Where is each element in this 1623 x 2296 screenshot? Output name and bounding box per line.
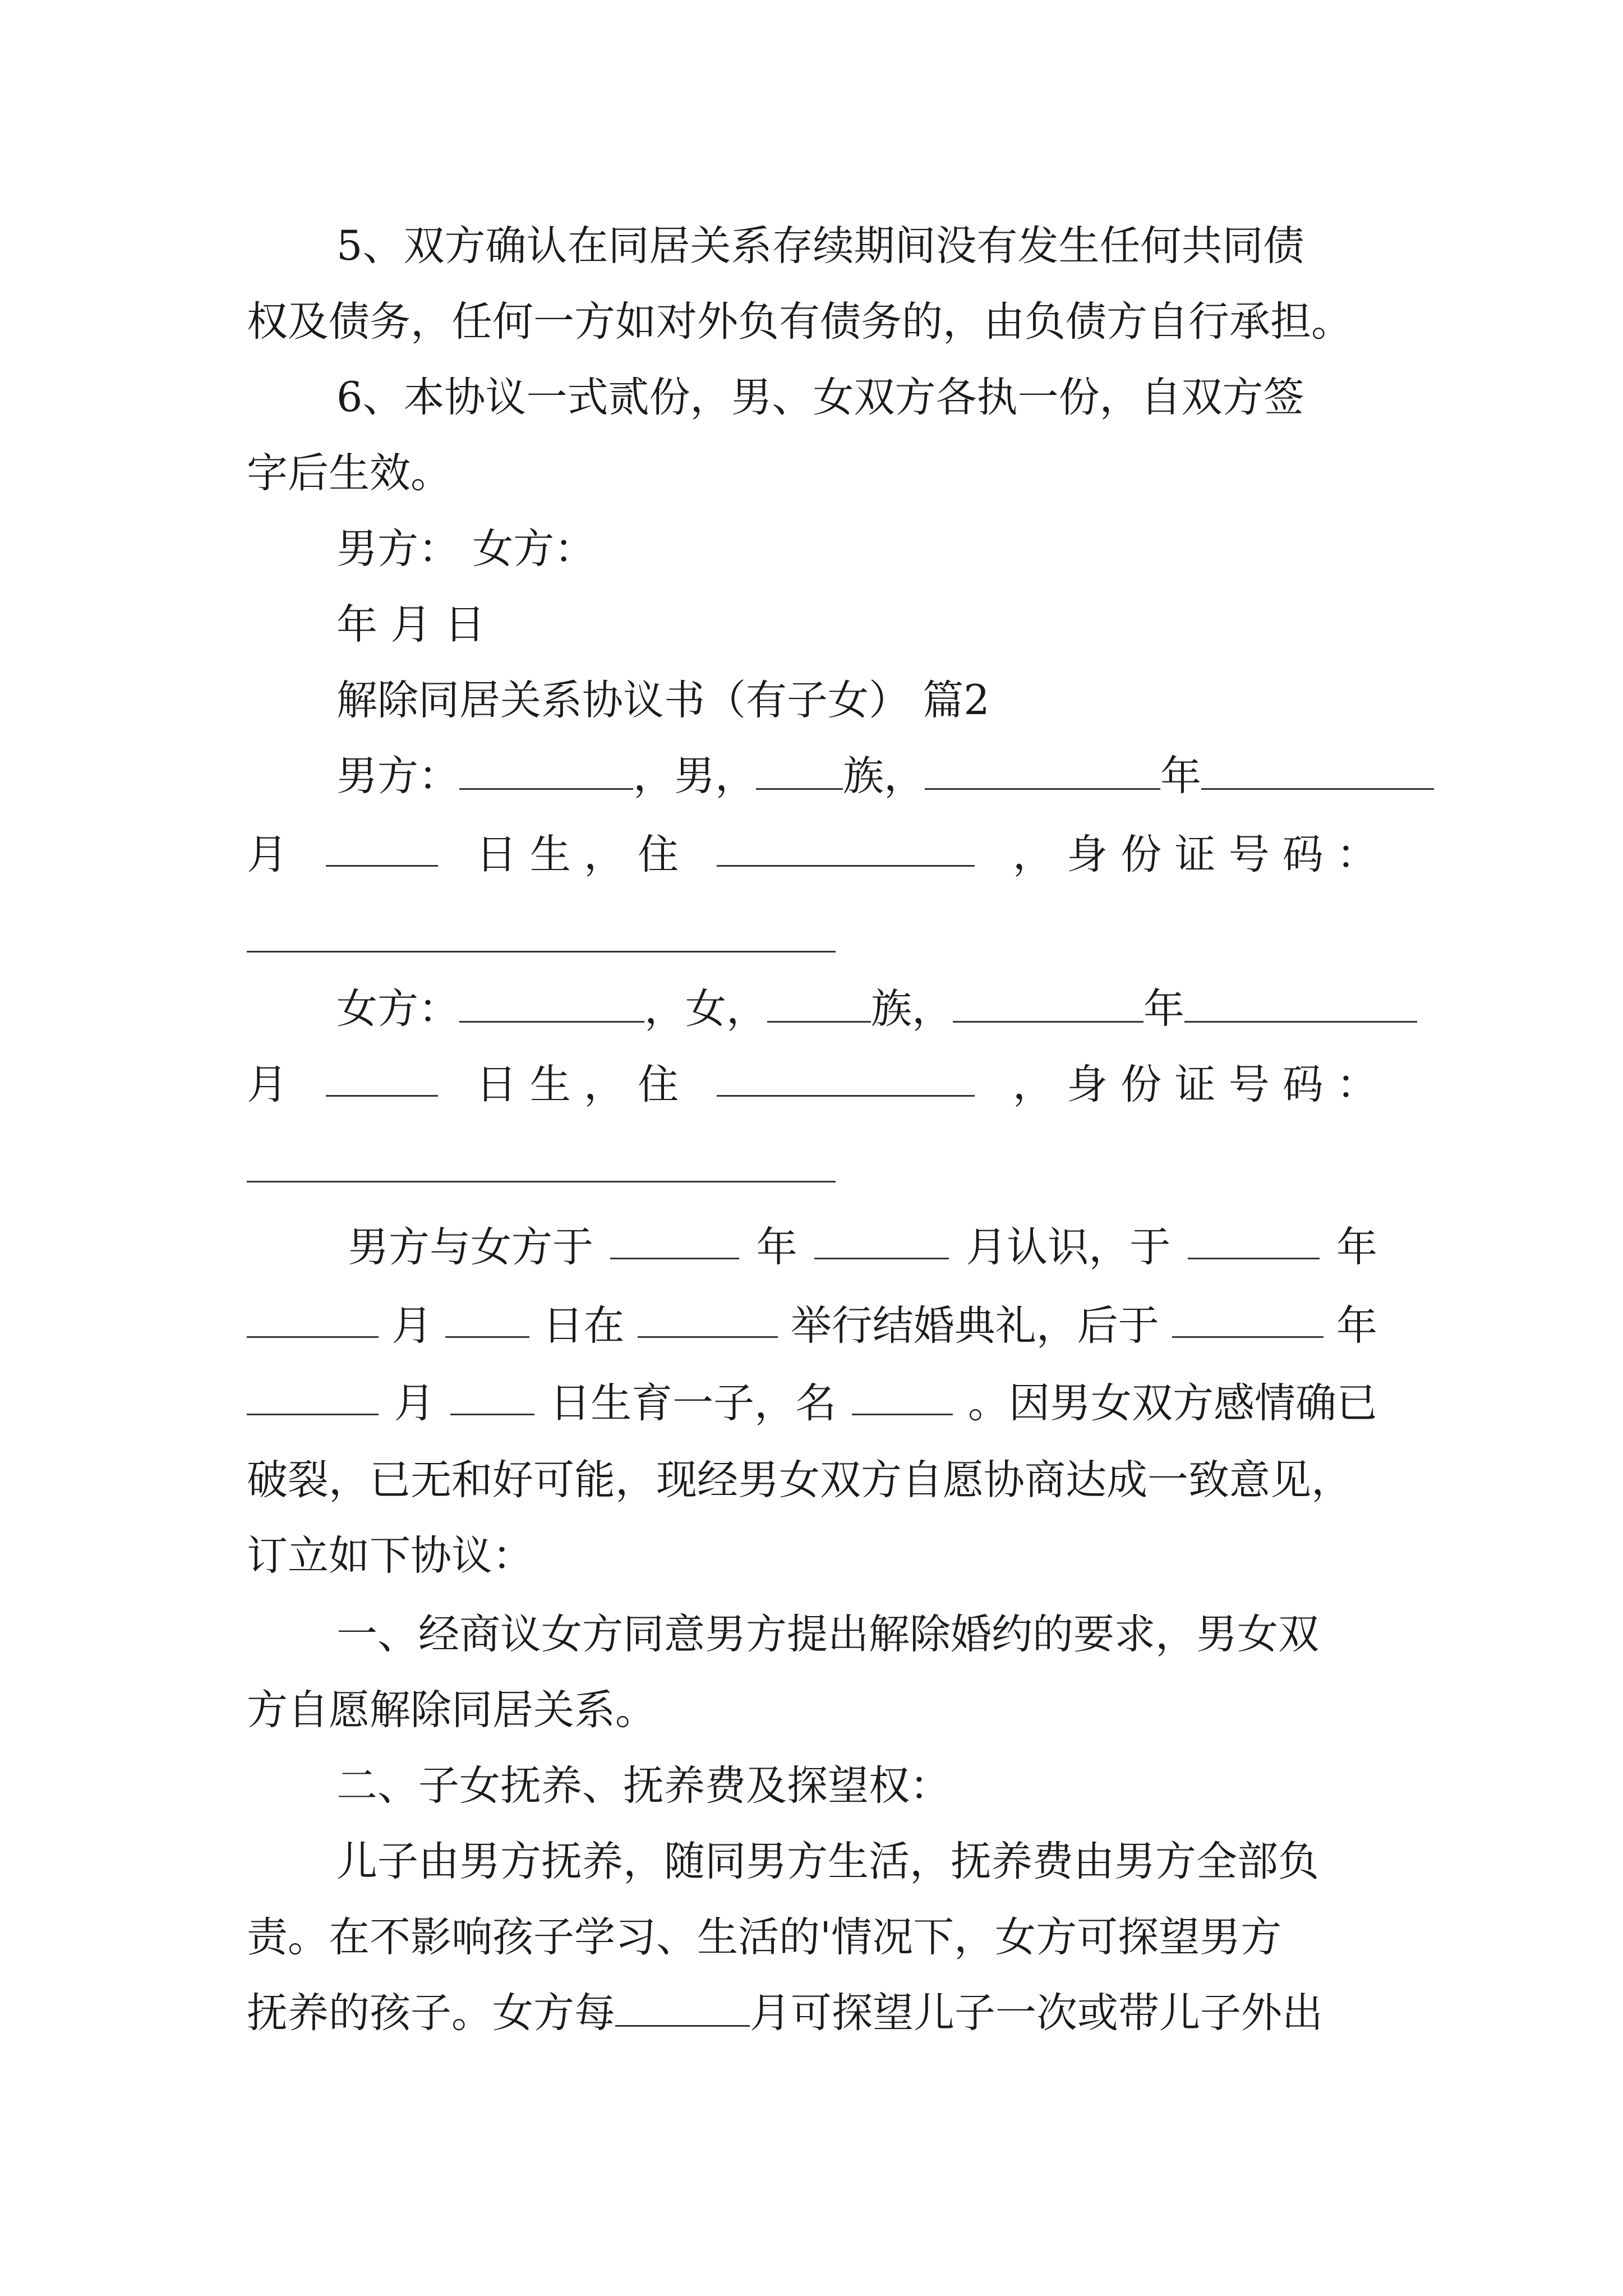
- para-text: 。因男女双方感情确已: [967, 1379, 1377, 1427]
- blank-field[interactable]: [326, 1060, 438, 1097]
- gender-text: ，女，: [644, 985, 767, 1033]
- female-label: 女方：: [336, 985, 459, 1033]
- clause-5-line-2: 权及债务，任何一方如对外负有债务的，由负债方自行承担。: [247, 298, 1352, 346]
- blank-field[interactable]: [638, 1301, 778, 1338]
- para-text: 月: [391, 1302, 433, 1350]
- para-text: 抚养的孩子。女方每: [247, 1989, 615, 2037]
- para-text: 年: [1336, 1223, 1377, 1271]
- para-text: 男方与女方于: [348, 1223, 593, 1271]
- blank-field[interactable]: [717, 1060, 975, 1097]
- clause-6-line-2: 字后生效。: [247, 449, 451, 497]
- article-2-heading: 二、子女抚养、抚养费及探望权：: [336, 1762, 951, 1810]
- blank-field[interactable]: [247, 1379, 379, 1415]
- blank-field[interactable]: [615, 1990, 750, 2027]
- blank-field[interactable]: [459, 753, 633, 790]
- blank-field[interactable]: [450, 1379, 534, 1415]
- para-text: 年: [756, 1223, 797, 1271]
- month-text: 月: [247, 831, 288, 878]
- birth-address-text: 日 生 ， 住: [476, 831, 679, 878]
- blank-field[interactable]: [1172, 1301, 1324, 1338]
- paragraph-line-5: 订立如下协议：: [247, 1532, 533, 1580]
- blank-field[interactable]: [1184, 986, 1417, 1023]
- article-2-line-1: 儿子由男方抚养，随同男方生活，抚养费由男方全部负: [336, 1838, 1319, 1885]
- blank-field[interactable]: [756, 753, 843, 790]
- blank-field[interactable]: [925, 753, 1160, 790]
- signature-line: 男方： 女方：: [336, 525, 596, 573]
- year-text: 年: [1160, 752, 1201, 800]
- blank-field[interactable]: [1188, 1223, 1320, 1259]
- gender-text: ，男，: [633, 752, 756, 800]
- male-label: 男方：: [336, 752, 459, 800]
- para-text: 年: [1336, 1302, 1377, 1350]
- blank-field[interactable]: [445, 1301, 529, 1338]
- para-text: 举行结婚典礼，后于: [790, 1302, 1159, 1350]
- blank-field[interactable]: [717, 830, 975, 867]
- article-2-line-3: [247, 1989, 1323, 2038]
- date-line: 年 月 日: [336, 601, 486, 648]
- female-info-line-2: [247, 1060, 1377, 1110]
- birth-address-text: 日 生 ， 住: [476, 1061, 679, 1108]
- paragraph-line-2: [247, 1301, 1377, 1351]
- article-2-line-2: 责。在不影响孩子学习、生活的'情况下，女方可探望男方: [247, 1913, 1282, 1961]
- blank-field[interactable]: [459, 986, 644, 1023]
- article-1-line-2: 方自愿解除同居关系。: [247, 1686, 656, 1734]
- blank-field[interactable]: [1201, 753, 1434, 790]
- para-text: 日在: [542, 1302, 625, 1350]
- year-text: 年: [1144, 985, 1184, 1033]
- article-1-line-1: 一、经商议女方同意男方提出解除婚约的要求，男女双: [336, 1611, 1319, 1658]
- blank-field[interactable]: [953, 986, 1144, 1023]
- female-info-line-1: [336, 984, 1417, 1034]
- paragraph-line-3: [247, 1379, 1377, 1428]
- blank-field[interactable]: [814, 1223, 949, 1259]
- blank-field[interactable]: [247, 1301, 379, 1338]
- month-text: 月: [247, 1061, 288, 1108]
- para-text: 月: [394, 1379, 435, 1427]
- id-number-label: ， 身 份 证 号 码 ：: [1012, 1061, 1377, 1108]
- para-text: 月可探望儿子一次或带儿子外出: [750, 1989, 1323, 2037]
- clause-6-line-1: 6、本协议一式贰份，男、女双方各执一份，自双方签: [336, 374, 1304, 421]
- id-number-blank[interactable]: [247, 1181, 836, 1182]
- paragraph-line-4: 破裂，已无和好可能，现经男女双方自愿协商达成一致意见，: [247, 1456, 1352, 1504]
- ethnicity-text: 族，: [843, 752, 925, 800]
- para-text: 日生育一子，名: [550, 1379, 837, 1427]
- male-info-line-2: [247, 830, 1377, 880]
- clause-5-line-1: 5、双方确认在同居关系存续期间没有发生任何共同债: [336, 222, 1304, 270]
- blank-field[interactable]: [852, 1379, 953, 1415]
- paragraph-line-1: [348, 1223, 1377, 1272]
- blank-field[interactable]: [767, 986, 871, 1023]
- ethnicity-text: 族，: [871, 985, 953, 1033]
- id-number-label: ， 身 份 证 号 码 ：: [1012, 831, 1377, 878]
- blank-field[interactable]: [326, 830, 438, 867]
- para-text: 月认识，于: [966, 1223, 1171, 1271]
- id-number-blank[interactable]: [247, 951, 836, 953]
- blank-field[interactable]: [610, 1223, 739, 1259]
- male-info-line-1: [336, 752, 1434, 801]
- section-title: 解除同居关系协议书（有子女） 篇2: [336, 677, 990, 724]
